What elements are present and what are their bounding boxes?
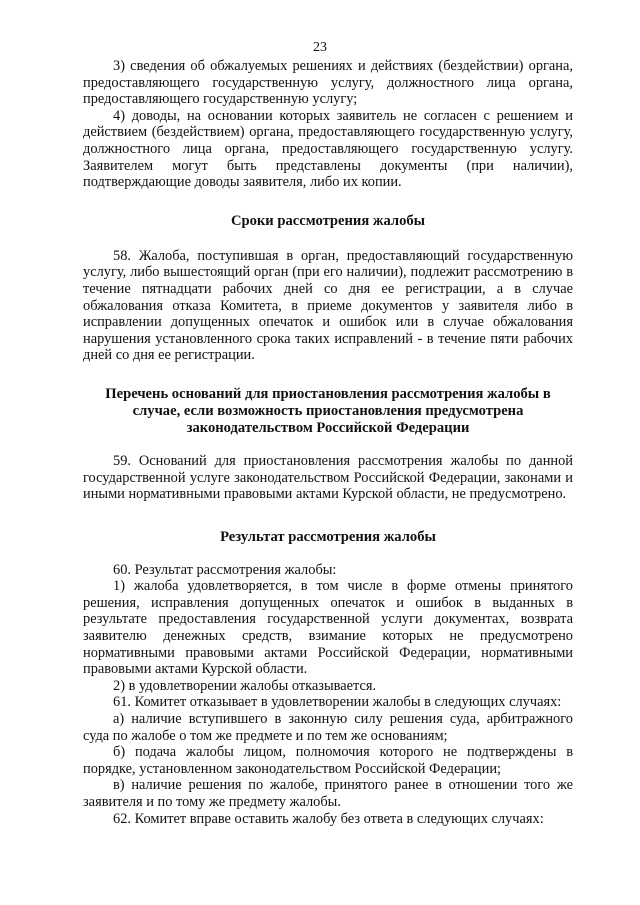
paragraph-61-v: в) наличие решения по жалобе, принятого ранее в отношении того же заявителя и по тому же предмету жалобы. [83,777,573,810]
heading-review-result: Результат рассмотрения жалобы [220,528,436,545]
document-body [83,58,573,827]
heading-suspension-grounds: Перечень оснований для приостановления рассмотрения жалобы в случае, если возможность приостановления предусмотрена законодательством Российской Федерации [105,385,551,436]
heading-review-terms: Сроки рассмотрения жалобы [230,212,426,229]
paragraph-59: 59. Оснований для приостановления рассмотрения жалобы по данной государственной услуге законодательством Российской Федерации, законами и иными нормативными правовыми актами Курской области, не предусмотрено. [83,452,573,503]
paragraph-item-3: 3) сведения об обжалуемых решениях и действиях (бездействии) органа, предоставляющего государственную услугу, должностного лица органа, предоставляющего государственную услугу; [83,58,573,108]
paragraph-61: 61. Комитет отказывает в удовлетворении жалобы в следующих случаях: [113,694,562,711]
paragraph-60: 60. Результат рассмотрения жалобы: [113,561,337,578]
paragraph-62: 62. Комитет вправе оставить жалобу без ответа в следующих случаях: [113,810,544,827]
paragraph-61-b: б) подача жалобы лицом, полномочия которого не подтверждены в порядке, установленном законодательством Российской Федерации; [83,744,573,777]
paragraph-60-2: 2) в удовлетворении жалобы отказывается. [113,677,377,694]
paragraph-61-a: а) наличие вступившего в законную силу решения суда, арбитражного суда по жалобе о том же предмете и по тем же основаниям; [83,711,573,744]
paragraph-60-1: 1) жалоба удовлетворяется, в том числе в форме отмены принятого решения, исправления допущенных опечаток и ошибок в выданных в результате предоставления государственной услуги документах, возврата заявителю денежных средств, взимание которых не предусмотрено нормативными правовыми актами Российской Федерации, нормативными правовыми актами Курской области. [83,578,573,678]
paragraph-58: 58. Жалоба, поступившая в орган, предоставляющий государственную услугу, либо вышестоящий орган (при его наличии), подлежит рассмотрению в течение пятнадцати рабочих дней со дня ее регистрации, а в случае обжалования отказа Комитета, в приеме документов у заявителя либо в исправлении допущенных опечаток и ошибок или в случае обжалования нарушения установленного срока таких исправлений - в течение пяти рабочих дней со дня ее регистрации. [83,247,573,364]
paragraph-item-4: 4) доводы, на основании которых заявитель не согласен с решением и действием (бездействием) органа, предоставляющего государственную услугу, должностного лица органа, предоставляющего государственную услугу. Заявителем могут быть представлены документы (при наличии), подтверждающие доводы заявителя, либо их копии. [83,107,573,191]
page-number: 23 [313,40,327,55]
